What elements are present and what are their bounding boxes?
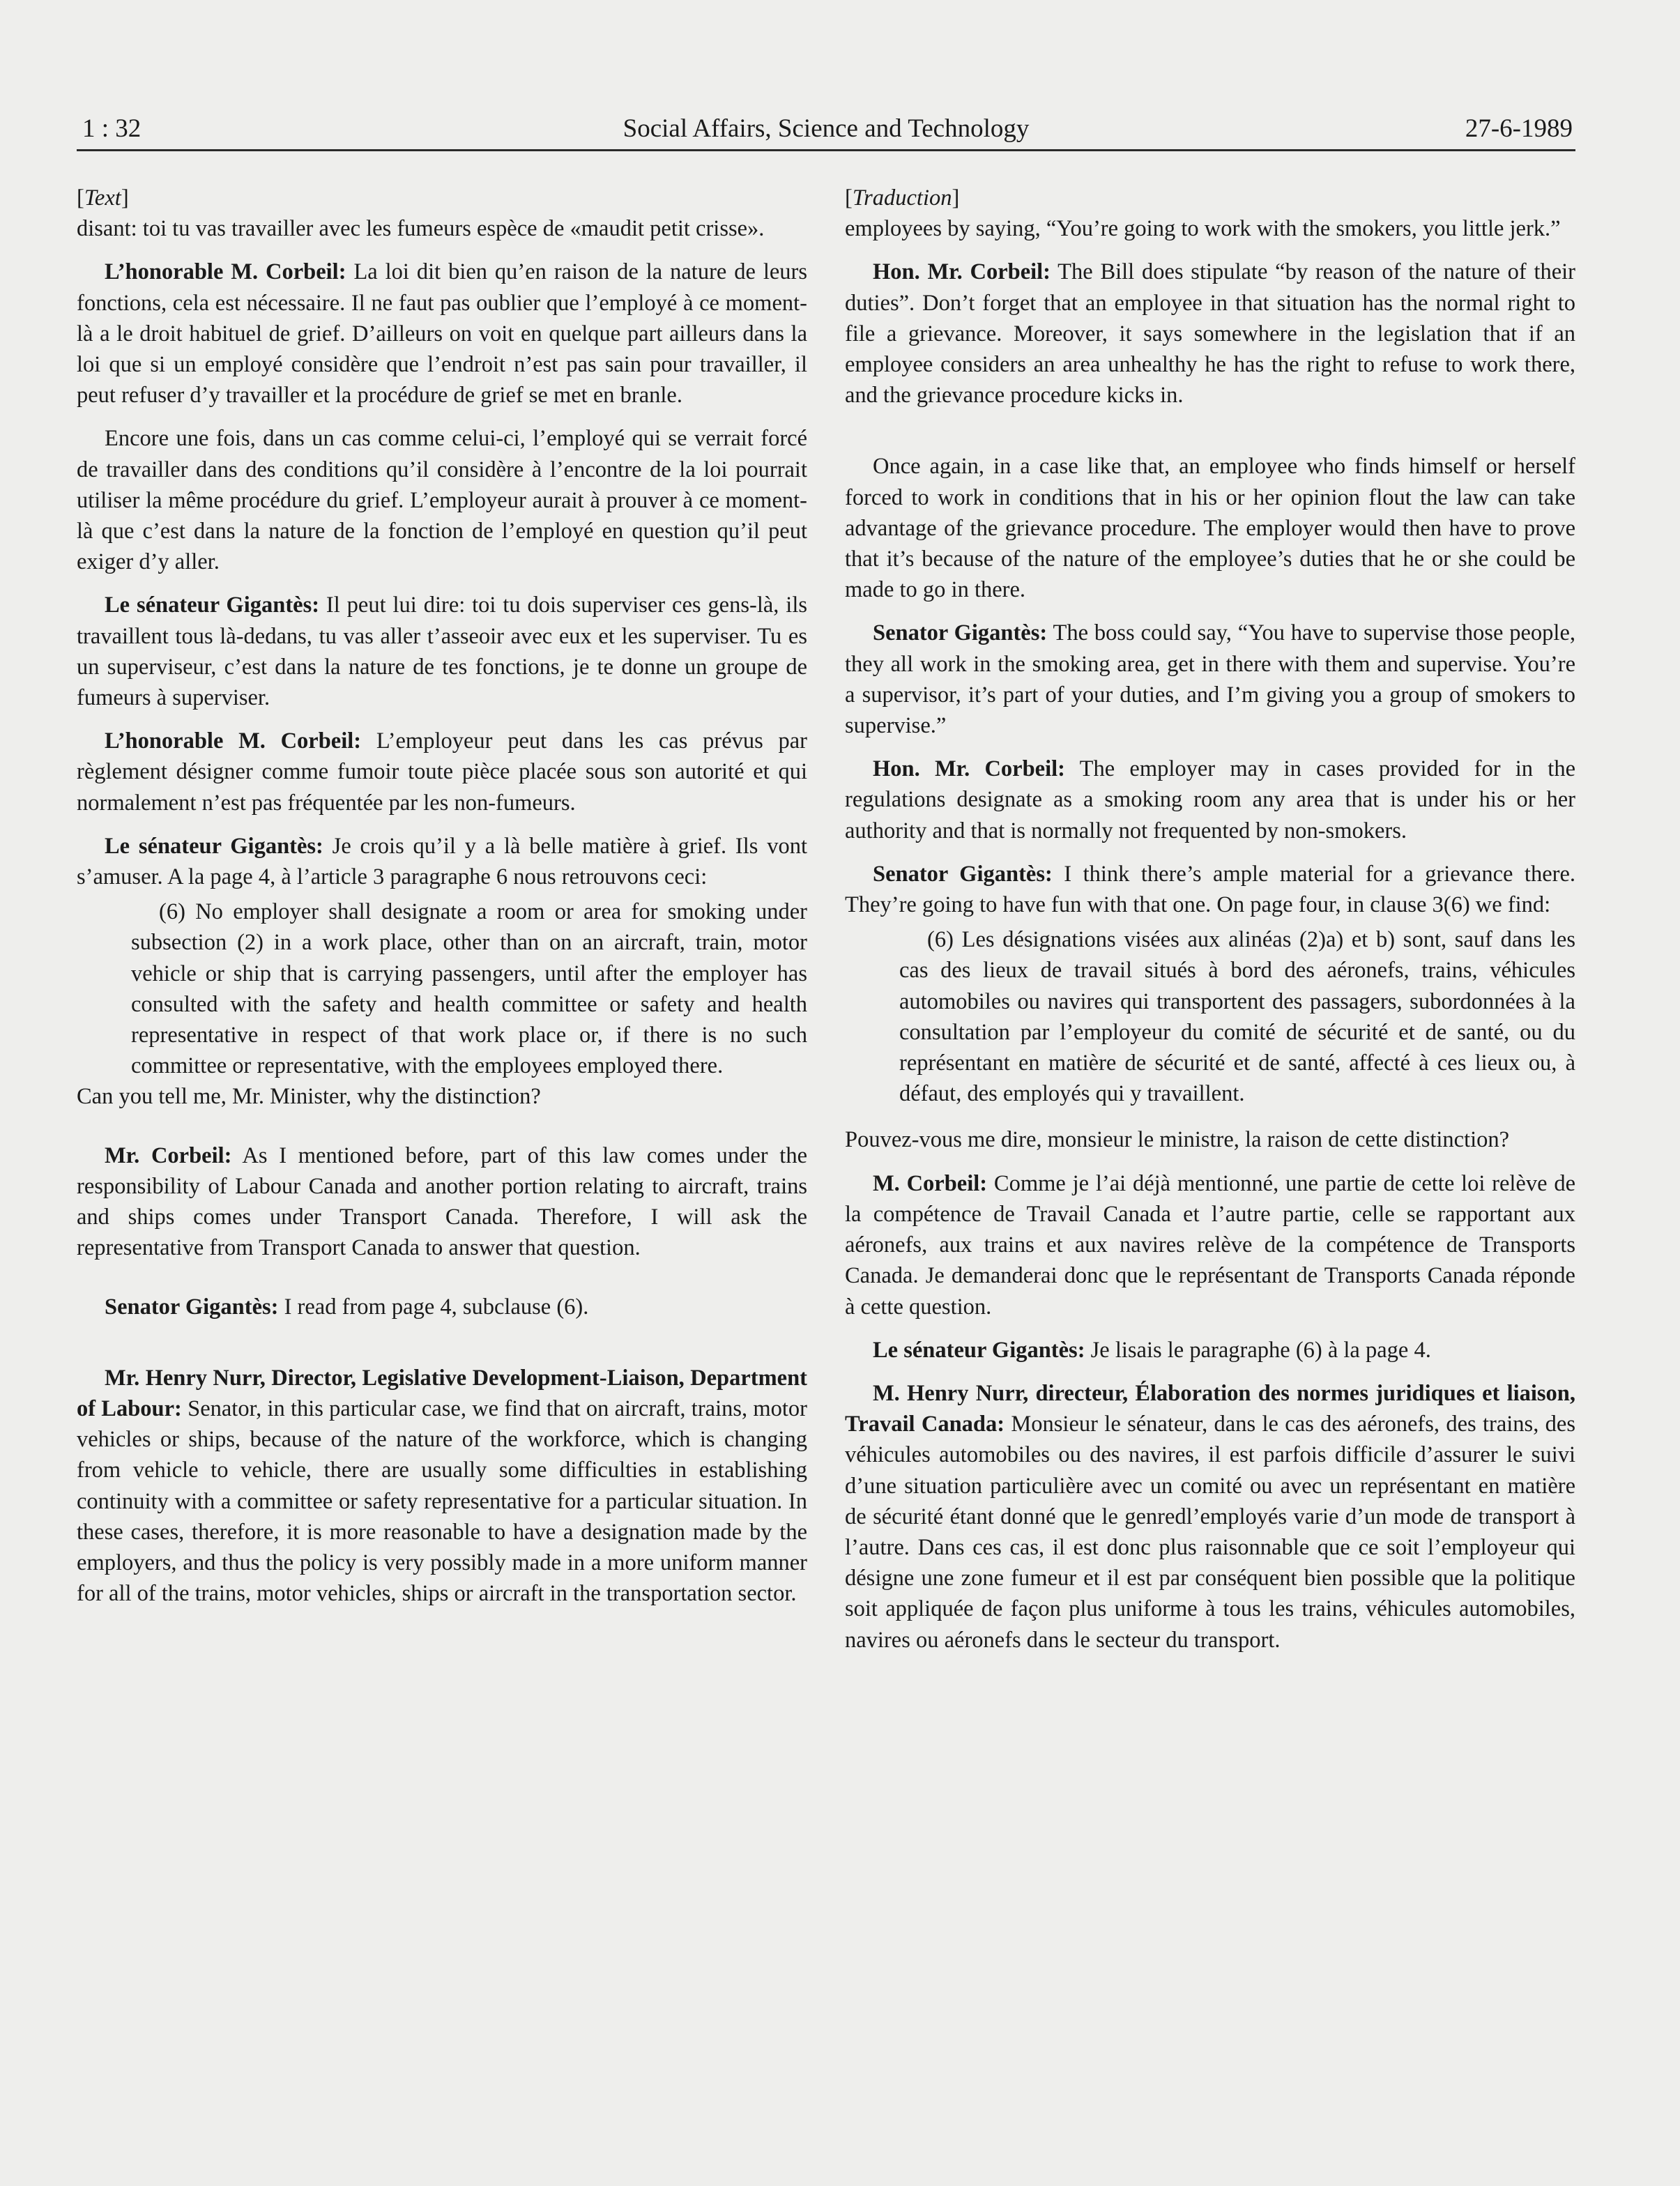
paragraph: Mr. Henry Nurr, Director, Legislative Development-Liaison, Department of Labour: Senator, in this particular case, we find that on aircraft, trains, motor vehicles or ships, because of the nature of the workforce, which is changing from vehicle to vehicle, there are usually some difficulties in establishing continuity with a committee or safety representative for a particular situation. In these cases, therefore, it is more reasonable to have a designation made by the employers, and thus the policy is very possibly made in a more uniform manner for all of the trains, motor vehicles, ships or aircraft in the transportation sector. [77, 1365, 807, 1607]
speaker-name: Hon. Mr. Corbeil: [873, 756, 1065, 782]
speaker-name: L’honorable M. Corbeil: [105, 728, 362, 754]
page-date: 27-6-1989 [1465, 114, 1573, 143]
paragraph: Can you tell me, Mr. Minister, why the distinction? [77, 1084, 541, 1110]
page-header [77, 112, 1575, 151]
paragraph: Senator Gigantès: I read from page 4, subclause (6). [105, 1294, 589, 1320]
paragraph: L’honorable M. Corbeil: La loi dit bien qu’en raison de la nature de leurs fonctions, cela est nécessaire. Il ne faut pas oublier que l’employé à ce moment-là a le droit habituel de grief. D’ailleurs on voit en quelque part ailleurs dans la loi que si un employé considère que l’endroit n’est pas sain pour travailler, il peut refuser d’y travailler et la procédure de grief se met en branle. [77, 259, 807, 408]
quoted-clause: (6) No employer shall designate a room or area for smoking under subsection (2) in a work place, other than on an aircraft, train, motor vehicle or ship that is carrying passengers, until after the employer has consulted with the safety and health committee or safety and health representative in respect of that work place or, if there is no such committee or representative, with the employees employed there. [131, 899, 807, 1079]
paragraph: Pouvez-vous me dire, monsieur le ministre, la raison de cette distinction? [845, 1127, 1510, 1153]
paragraph: employees by saying, “You’re going to work with the smokers, you little jerk.” [845, 216, 1561, 242]
page-number: 1 : 32 [82, 114, 142, 143]
paragraph: Senator Gigantès: I think there’s ample material for a grievance there. They’re going to have fun with that one. On page four, in clause 3(6) we find: [845, 861, 1575, 918]
speaker-name: L’honorable M. Corbeil: [105, 259, 346, 285]
speaker-name: Mr. Corbeil: [105, 1142, 232, 1168]
paragraph: Le sénateur Gigantès: Il peut lui dire: toi tu dois superviser ces gens-là, ils travaillent tous là-dedans, tu vas aller t’asseoir avec eux et les superviser. Tu es un superviseur, c’est dans la nature de tes fonctions, je te donne un groupe de fumeurs à superviser. [77, 593, 807, 711]
paragraph: Once again, in a case like that, an employee who finds himself or herself forced to work in conditions that in his or her opinion flout the law can take advantage of the grievance procedure. The employer would then have to prove that it’s because of the nature of the employee’s duties that he or she could be made to go in there. [845, 454, 1575, 603]
speaker-name: Senator Gigantès: [873, 620, 1048, 646]
speaker-name: Senator Gigantès: [105, 1294, 279, 1320]
paragraph: L’honorable M. Corbeil: L’employeur peut dans les cas prévus par règlement désigner comme fumoir toute pièce placée sous son autorité et qui normalement n’est pas fréquentée par les non-fumeurs. [77, 728, 807, 816]
speaker-name: Le sénateur Gigantès: [105, 833, 323, 859]
page-title: Social Affairs, Science and Technology [623, 114, 1030, 143]
speaker-name: Le sénateur Gigantès: [105, 593, 320, 618]
paragraph: Hon. Mr. Corbeil: The employer may in cases provided for in the regulations designate as a smoking room any area that is under his or her authority and that is normally not frequented by non-smokers. [845, 756, 1576, 843]
quoted-clause: (6) Les désignations visées aux alinéas (2)a) et b) sont, sauf dans les cas des lieux de travail situés à bord des aéronefs, trains, véhicules automobiles ou navires qui transportent des passagers, subordonnées à la consultation par l’employeur du comité de sécurité et de santé, ou du représentant en matière de sécurité et de santé, affecté à ces lieux ou, à défaut, des employés qui y travaillent. [899, 927, 1575, 1107]
paragraph: Le sénateur Gigantès: Je lisais le paragraphe (6) à la page 4. [873, 1337, 1431, 1363]
speaker-name: Mr. Henry Nurr, Director, Legislative Development-Liaison, Department of Labour: [77, 1365, 807, 1421]
paragraph: Encore une fois, dans un cas comme celui-ci, l’employé qui se verrait forcé de travailler dans des conditions qu’il considère à l’encontre de la loi pourrait utiliser la même procédure du grief. L’employeur aurait à prouver à ce moment-là que c’est dans la nature de la fonction de l’employé en question qu’il peut exiger d’y aller. [77, 426, 807, 575]
column-tag: [Text] [77, 185, 129, 211]
paragraph: M. Corbeil: Comme je l’ai déjà mentionné, une partie de cette loi relève de la compétence de Travail Canada et l’autre partie, celle se rapportant aux aéronefs, aux trains et aux navires relève de la compétence de Transports Canada. Je demanderai donc que le représentant de Transports Canada réponde à cette question. [845, 1170, 1575, 1320]
left-column [77, 183, 807, 1621]
paragraph: Le sénateur Gigantès: Je crois qu’il y a là belle matière à grief. Ils vont s’amuser. A la page 4, à l’article 3 paragraphe 6 nous retrouvons ceci: [77, 833, 807, 890]
paragraph: M. Henry Nurr, directeur, Élaboration des normes juridiques et liaison, Travail Canada: Monsieur le sénateur, dans le cas des aéronefs, des trains, des véhicules automobiles ou des navires, il est parfois difficile d’assurer le suivi d’une situation particulière avec un comité ou avec un représentant en matière de sécurité étant donné que le genredl’employés varie d’un mode de transport à l’autre. Dans ces cas, il est donc plus raisonnable que ce soit l’employeur qui désigne une zone fumeur et il est par conséquent bien possible que la politique soit appliquée de façon plus uniforme à tous les trains, véhicules automobiles, navires ou aéronefs dans le secteur du transport. [845, 1380, 1575, 1653]
paragraph: Hon. Mr. Corbeil: The Bill does stipulate “by reason of the nature of their duties”. Don’t forget that an employee in that situation has the normal right to file a grievance. Moreover, it says somewhere in the legislation that if an employee considers an area unhealthy he has the right to refuse to work there, and the grievance procedure kicks in. [845, 259, 1575, 408]
paragraph: Mr. Corbeil: As I mentioned before, part of this law comes under the responsibility of Labour Canada and another portion relating to aircraft, trains and ships comes under Transport Canada. Therefore, I will ask the representative from Transport Canada to answer that question. [77, 1142, 807, 1261]
paragraph: disant: toi tu vas travailler avec les fumeurs espèce de «maudit petit crisse». [77, 216, 765, 242]
speaker-name: Le sénateur Gigantès: [873, 1337, 1085, 1363]
column-tag: [Traduction] [845, 185, 960, 211]
right-column [845, 183, 1575, 1668]
paragraph: Senator Gigantès: The boss could say, “You have to supervise those people, they all work in the smoking area, get in there with them and supervise. You’re a supervisor, it’s part of your duties, and I’m giving you a group of smokers to supervise.” [845, 620, 1575, 739]
speaker-name: Hon. Mr. Corbeil: [873, 259, 1051, 285]
speaker-name: M. Corbeil: [873, 1170, 988, 1196]
speaker-name: Senator Gigantès: [873, 861, 1053, 887]
speaker-name: M. Henry Nurr, directeur, Élaboration des normes juridiques et liaison, Travail Canada: [845, 1380, 1575, 1437]
